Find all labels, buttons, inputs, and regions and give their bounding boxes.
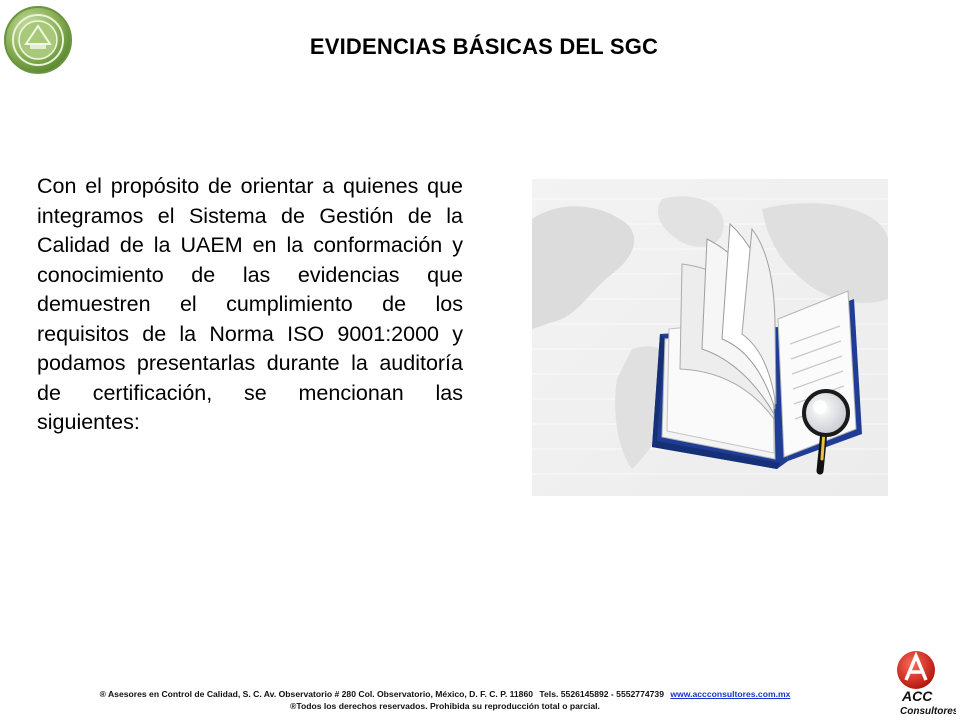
logo-brand-acc: ACC — [902, 688, 933, 704]
logo-brand-consultores: Consultores — [900, 706, 956, 717]
footer — [40, 688, 850, 712]
page-title: EVIDENCIAS BÁSICAS DEL SGC — [309, 34, 659, 59]
footer-address: ® Asesores en Control de Calidad, S. C. Av. Observatorio # 280 Col. Observatorio, México, D. F. C. P. 11860 — [99, 689, 534, 699]
open-book-magnifier-icon — [532, 179, 888, 496]
footer-website-link[interactable]: www.accconsultores.com.mx — [670, 689, 791, 699]
footer-phones: Tels. 5526145892 - 5552774739 — [539, 689, 664, 699]
footer-rights: ®Todos los derechos reservados. Prohibida su reproducción total o parcial. — [290, 701, 600, 711]
intro-paragraph: Con el propósito de orientar a quienes que integramos el Sistema de Gestión de la Calidad de la UAEM en la conformación y conocimiento de las evidencias que demuestren el cumplimiento de los requisitos de la Norma ISO 9001:2000 y podamos presentarlas durante la auditoría de certificación, se mencionan las siguientes: — [37, 174, 463, 434]
acc-consultores-logo-icon — [888, 646, 956, 718]
